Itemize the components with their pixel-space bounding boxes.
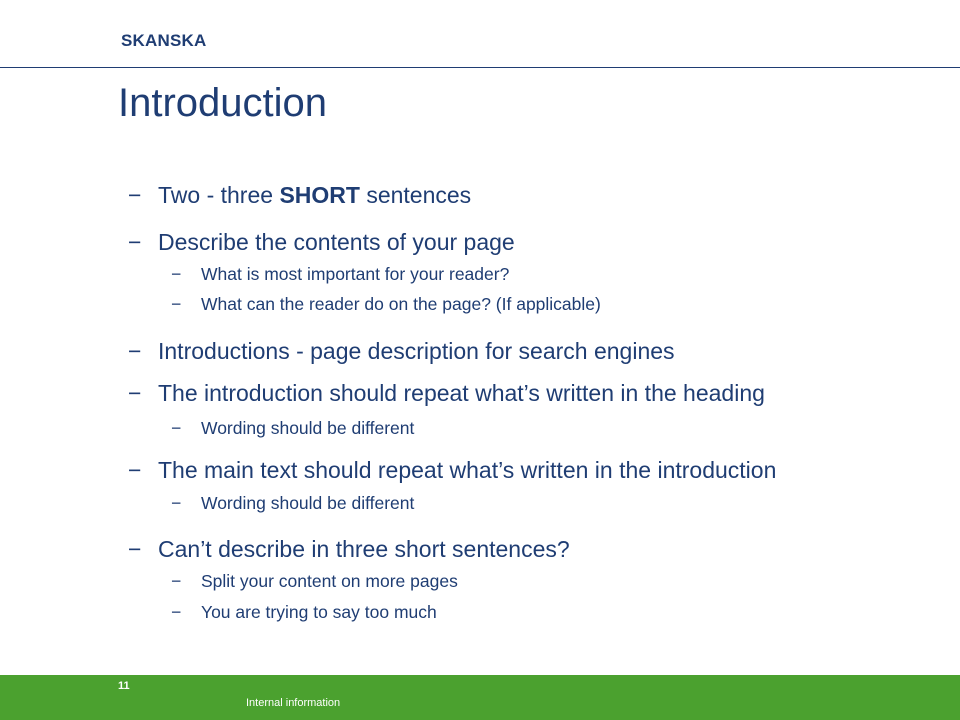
bullet-dash: − (171, 418, 182, 438)
bullet-text: Describe the contents of your page (158, 229, 515, 255)
bullet-dash: − (128, 229, 142, 255)
sub-bullet-text: Split your content on more pages (201, 571, 458, 591)
bullet-text-emphasis: SHORT (279, 182, 360, 208)
bullet-dash: − (128, 338, 142, 364)
sub-bullet-text: Wording should be different (201, 493, 415, 513)
bullet-text: Can’t describe in three short sentences? (158, 536, 570, 562)
bullet-dash: − (171, 294, 182, 314)
bullet-text: The introduction should repeat what’s written in the heading (158, 380, 765, 406)
bullet-dash: − (171, 571, 182, 591)
bullet-dash: − (171, 264, 182, 284)
sub-bullet-text: What is most important for your reader? (201, 264, 510, 284)
bullet-dash: − (128, 380, 142, 406)
bullet-dash: − (128, 536, 142, 562)
header-divider (0, 67, 960, 68)
sub-bullet-text: What can the reader do on the page? (If applicable) (201, 294, 601, 314)
bullet-dash: − (171, 602, 182, 622)
bullet-text: The main text should repeat what’s written in the introduction (158, 457, 777, 483)
bullet-text-part: sentences (359, 182, 472, 208)
bullet-dash: − (128, 182, 142, 208)
bullet-text-part: Two - three (158, 182, 280, 208)
classification-label: Internal information (246, 697, 341, 709)
slide-title: Introduction (118, 81, 328, 125)
bullet-dash: − (171, 493, 182, 513)
bullet-text (158, 181, 471, 209)
footer-bar (0, 675, 960, 720)
sub-bullet-text: You are trying to say too much (201, 602, 437, 622)
bullet-dash: − (128, 457, 142, 483)
skanska-logo: SKANSKA (121, 31, 207, 50)
sub-bullet-text: Wording should be different (201, 418, 415, 438)
bullet-text: Introductions - page description for search engines (158, 338, 675, 364)
page-number: 11 (118, 680, 130, 692)
